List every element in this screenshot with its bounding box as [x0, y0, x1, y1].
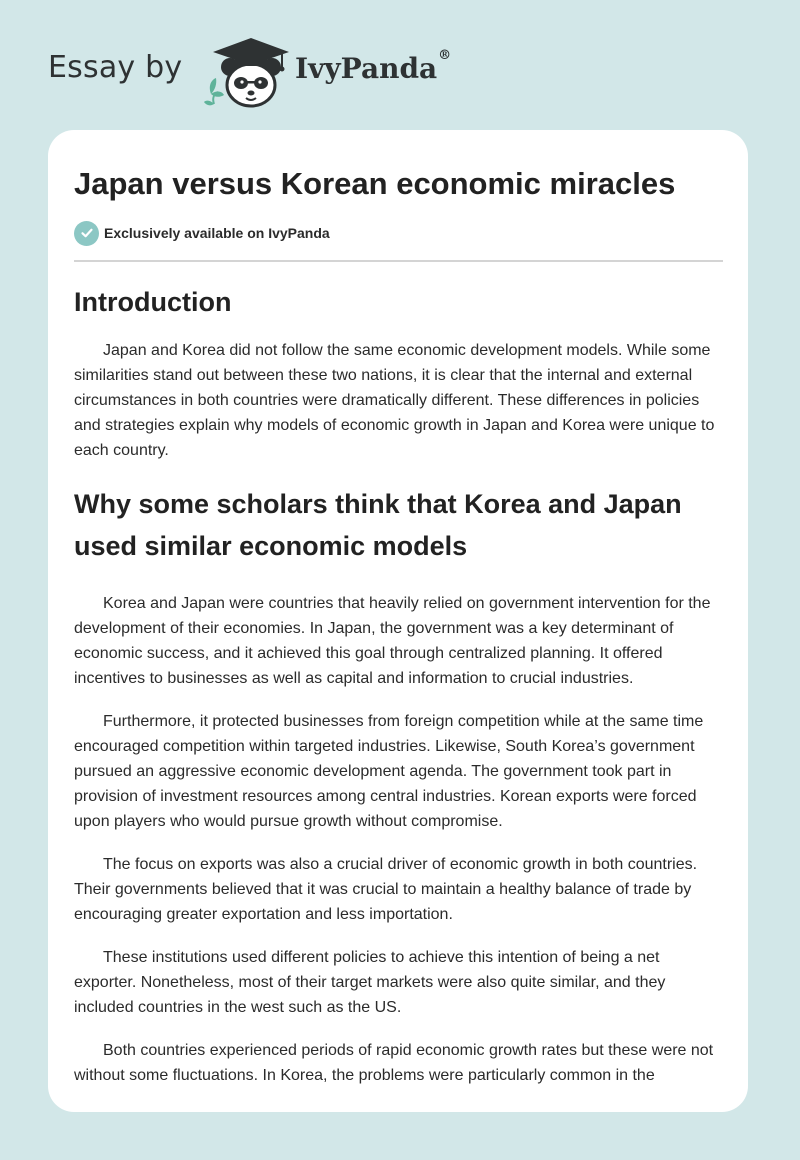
paragraph: These institutions used different policies to achieve this intention of being a net exporter. Nonetheless, most of their target markets were also quite similar, and they included countries in the west such as the US.	[74, 949, 666, 1016]
divider	[74, 260, 723, 262]
page-title: Japan versus Korean economic miracles	[74, 166, 676, 201]
essay-card	[48, 130, 748, 1112]
paragraph: Japan and Korea did not follow the same economic development models. While some similarities stand out between these two nations, it is clear that the internal and external circumstances in both countries were dramatically different. These differences in policies and strategies explain why models of economic growth in Japan and Korea were unique to each country.	[74, 342, 715, 459]
panda-graduate-logo-icon	[202, 34, 296, 112]
section-heading-similar-models: Why some scholars think that Korea and Japan used similar economic models	[74, 489, 682, 561]
paragraph: Furthermore, it protected businesses from foreign competition while at the same time encouraged competition within targeted industries. Likewise, South Korea’s government pursued an aggressive economic development agenda. The government took part in provision of investment resources among central industries. Korean exports were forced upon players who would pursue growth without compromise.	[74, 713, 704, 830]
paragraph: Korea and Japan were countries that heavily relied on government intervention for the development of their economies. In Japan, the government was a key determinant of economic success, and it achieved this goal through centralized planning. It offered incentives to businesses as well as capital and information to crucial industries.	[74, 595, 711, 687]
exclusive-badge	[74, 220, 724, 246]
brand-prefix: Essay by	[48, 50, 183, 85]
section-heading-introduction: Introduction	[74, 287, 232, 317]
site-brand[interactable]	[48, 28, 508, 112]
exclusive-label: Exclusively available on IvyPanda	[104, 225, 330, 241]
paragraph: The focus on exports was also a crucial driver of economic growth in both countries. Their governments believed that it was crucial to maintain a healthy balance of trade by encouraging greater exportation and less importation.	[74, 856, 698, 923]
brand-name: IvyPanda®	[295, 48, 452, 85]
check-circle-icon	[74, 221, 99, 246]
paragraph: Both countries experienced periods of rapid economic growth rates but these were not without some fluctuations. In Korea, the problems were particularly common in the	[74, 1042, 714, 1084]
